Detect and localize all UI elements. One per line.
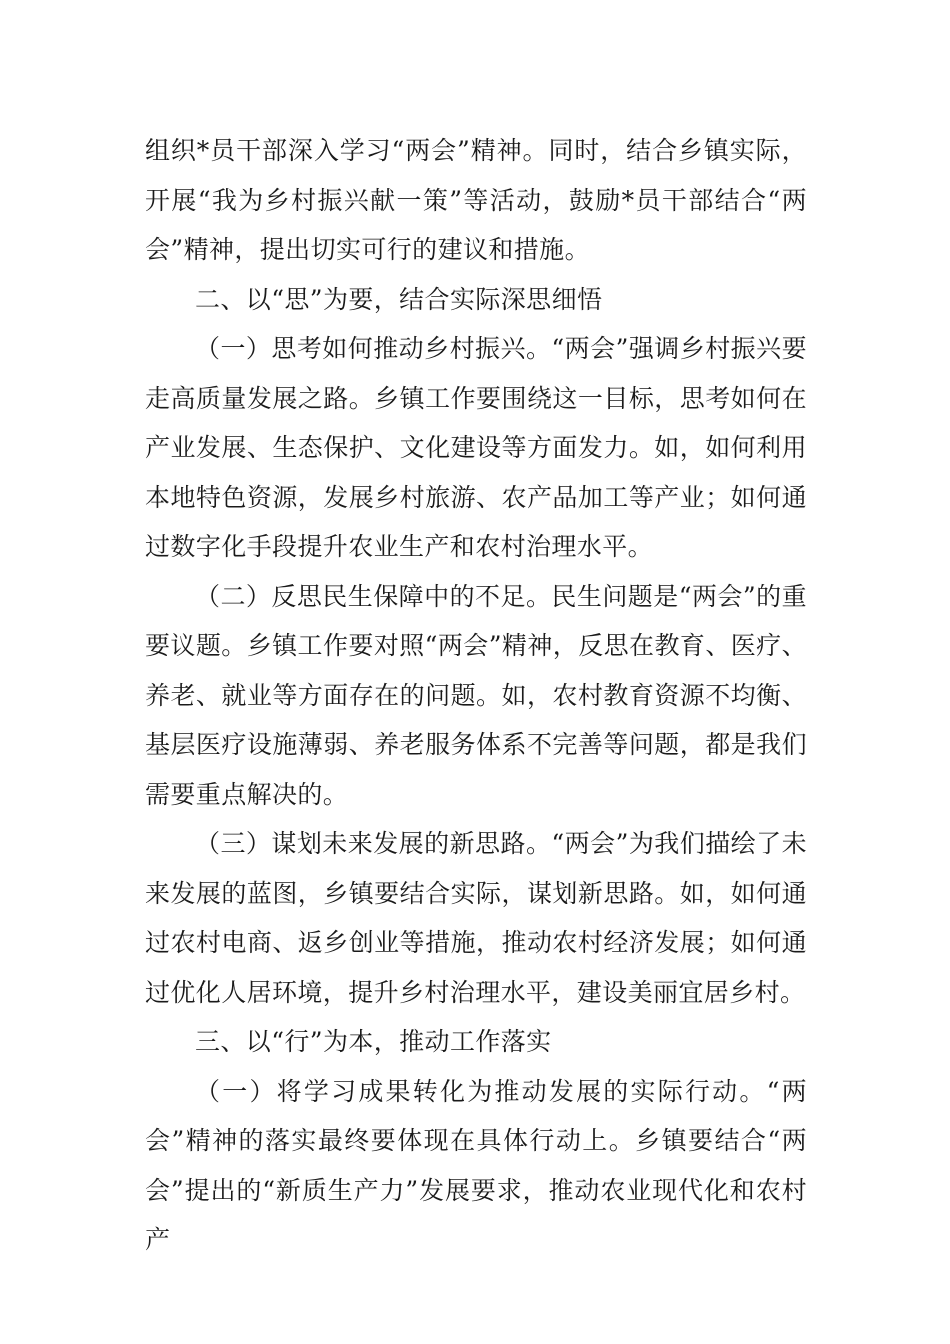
paragraph-2-2: （二）反思民生保障中的不足。民生问题是“两会”的重要议题。乡镇工作要对照“两会”精神，反思在教育、医疗、养老、就业等方面存在的问题。如，农村教育资源不均衡、基层医疗设施薄弱、养老服务体系不完善等问题，都是我们需要重点解决的。 [145,581,807,809]
document-body [145,126,807,1265]
paragraph-3-1: （一）将学习成果转化为推动发展的实际行动。“两会”精神的落实最终要体现在具体行动上。乡镇要结合“两会”提出的“新质生产力”发展要求，推动农业现代化和农村产 [145,1076,807,1254]
section-heading-3: 三、以“行”为本，推动工作落实 [195,1027,552,1056]
paragraph-continued: 组织*员干部深入学习“两会”精神。同时，结合乡镇实际，开展“我为乡村振兴献一策”等活动，鼓励*员干部结合“两会”精神，提出切实可行的建议和措施。 [145,136,807,264]
section-heading-2: 二、以“思”为要，结合实际深思细悟 [195,284,603,314]
paragraph-2-1: （一）思考如何推动乡村振兴。“两会”强调乡村振兴要走高质量发展之路。乡镇工作要围绕这一目标，思考如何在产业发展、生态保护、文化建设等方面发力。如，如何利用本地特色资源，发展乡村旅游、农产品加工等产业；如何通过数字化手段提升农业生产和农村治理水平。 [145,334,807,561]
paragraph-2-3: （三）谋划未来发展的新思路。“两会”为我们描绘了未来发展的蓝图，乡镇要结合实际，谋划新思路。如，如何通过农村电商、返乡创业等措施，推动农村经济发展；如何通过优化人居环境，提升乡村治理水平，建设美丽宜居乡村。 [145,829,807,1007]
